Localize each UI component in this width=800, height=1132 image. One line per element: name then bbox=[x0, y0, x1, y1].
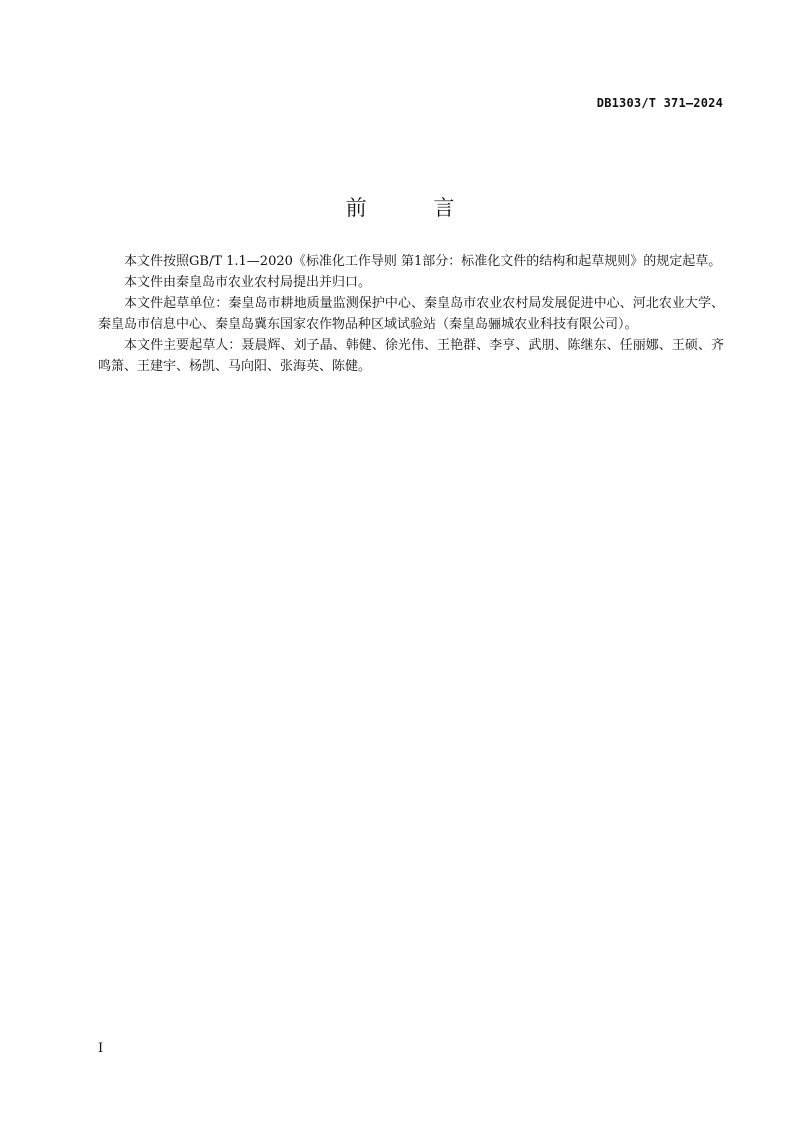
document-code: DB1303/T 371—2024 bbox=[596, 96, 723, 110]
paragraph-proposer: 本文件由秦皇岛市农业农村局提出并归口。 bbox=[124, 275, 372, 290]
paragraph-drafting-units: 本文件起草单位：秦皇岛市耕地质量监测保护中心、秦皇岛市农业农村局发展促进中心、河北农业大学、秦皇岛市信息中心、秦皇岛冀东国家农作物品种区域试验站（秦皇岛骊城农业科技有限公司）。 bbox=[98, 296, 724, 332]
foreword-body bbox=[98, 251, 724, 377]
paragraph-drafters: 本文件主要起草人：聂晨辉、刘子晶、韩健、徐光伟、王艳群、李亨、武朋、陈继东、任丽娜、王硕、齐鸣箫、王建宇、杨凯、马向阳、张海英、陈健。 bbox=[98, 338, 724, 374]
page-number: I bbox=[98, 1041, 104, 1056]
paragraph-drafting-rules: 本文件按照GB/T 1.1—2020《标准化工作导则 第1部分：标准化文件的结构和起草规则》的规定起草。 bbox=[124, 254, 722, 269]
page-title: 前 言 bbox=[345, 196, 485, 221]
